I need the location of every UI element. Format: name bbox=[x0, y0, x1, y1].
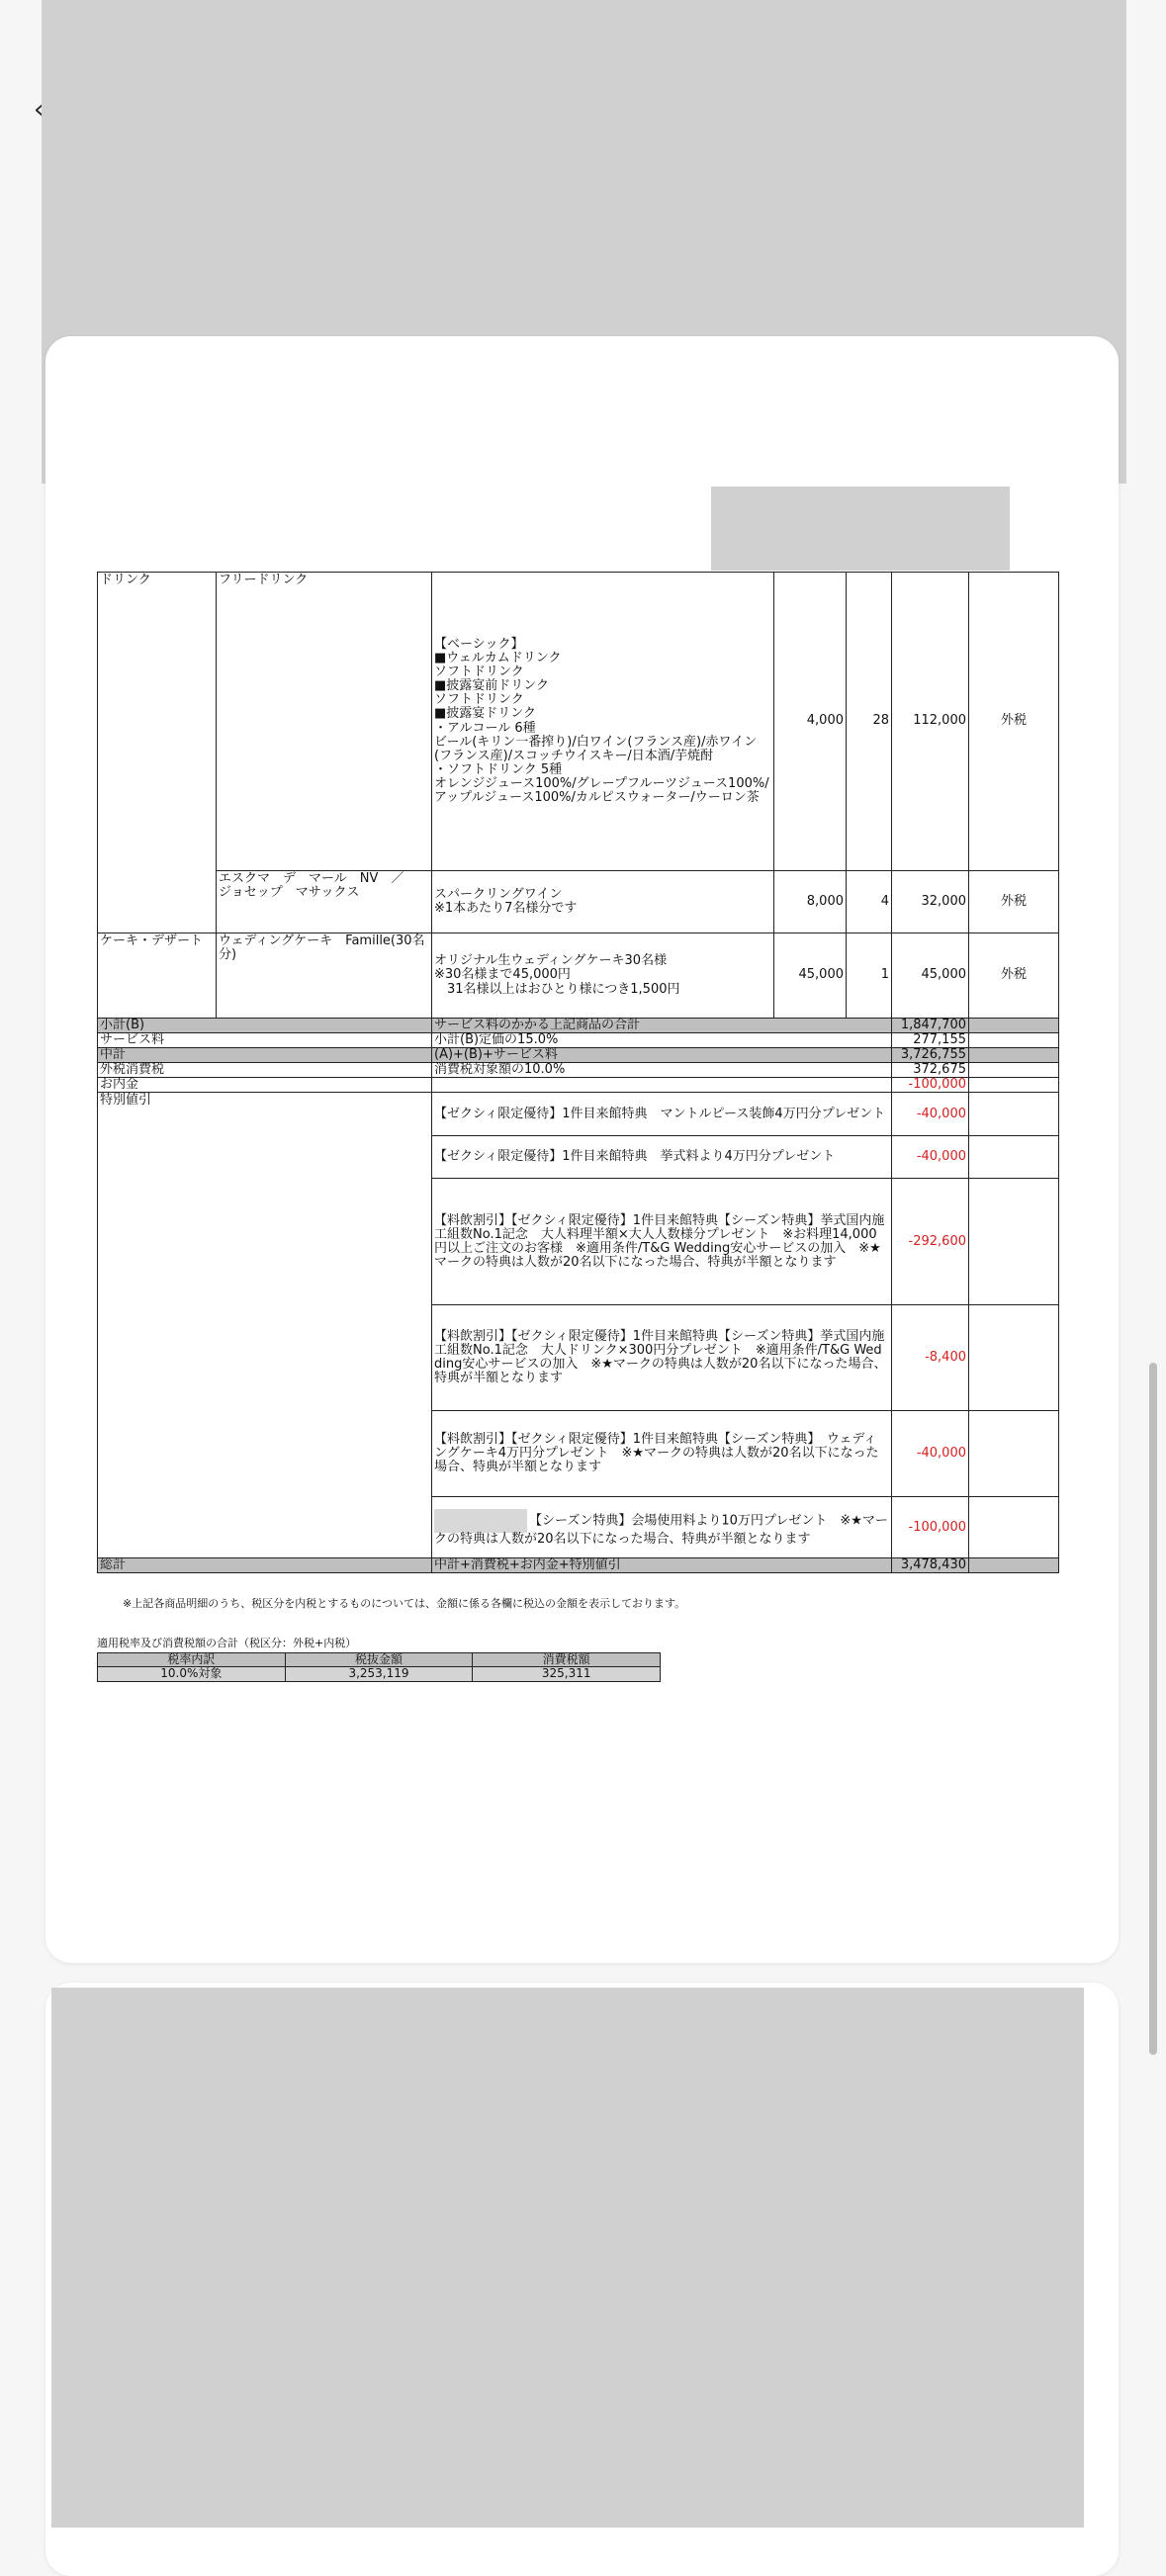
estimate-document bbox=[97, 572, 1058, 1682]
scrollbar[interactable] bbox=[1149, 1363, 1157, 2055]
discount-desc: 【料飲割引】【ゼクシィ限定優待】1件目来館特典【シーズン特典】挙式国内施工組数No.1記念 大人料理半額×大人人数様分プレゼント ※お料理14,000円以上ご注文のお客様 ※適用条件/T&G Wedding安心サービスの加入 ※★マークの特典は人数が20名以下になった場合、特典が半額となります bbox=[432, 1179, 892, 1305]
item-tax-type: 外税 bbox=[969, 871, 1059, 933]
midtotal-row bbox=[98, 1048, 1059, 1063]
tax-summary-table bbox=[97, 1652, 661, 1681]
item-amount: 112,000 bbox=[892, 573, 969, 871]
midtotal-desc: (A)+(B)+サービス料 bbox=[432, 1048, 892, 1063]
midtotal-amount: 3,726,755 bbox=[892, 1048, 969, 1063]
discount-desc: 【ゼクシィ限定優待】1件目来館特典 挙式料より4万円分プレゼント bbox=[432, 1136, 892, 1179]
discount-row bbox=[98, 1093, 1059, 1136]
item-quantity: 1 bbox=[847, 933, 892, 1019]
tax-summary-header bbox=[98, 1653, 661, 1667]
subtotal-b-label: 小計(B) bbox=[98, 1019, 432, 1033]
deposit-amount: -100,000 bbox=[892, 1078, 969, 1093]
redacted-lower-area bbox=[51, 1988, 1084, 2528]
item-description: 【ベーシック】 ■ウェルカムドリンク ソフトドリンク ■披露宴前ドリンク ソフトドリンク ■披露宴ドリンク ・アルコール 6種 ビール(キリン一番搾り)/白ワイン(フランス産)/赤ワイン(フランス産)/スコッチウイスキー/日本酒/芋焼酎 ・ソフトドリンク 5種 オレンジジュース100%/グレープフルーツジュース100%/アップルジュース100%/カルピスウォーター/ウーロン茶 bbox=[432, 573, 774, 871]
item-quantity: 4 bbox=[847, 871, 892, 933]
total-label: 総計 bbox=[98, 1558, 432, 1573]
deposit-desc bbox=[432, 1078, 892, 1093]
outtax-amount: 372,675 bbox=[892, 1063, 969, 1078]
total-desc: 中計+消費税+お内金+特別値引 bbox=[432, 1558, 892, 1573]
item-name: エスクマ デ マール NV ／ ジョセップ マサックス bbox=[217, 871, 432, 933]
item-name: ウェディングケーキ Famille(30名分) bbox=[217, 933, 432, 1019]
tax-header-tax: 消費税額 bbox=[473, 1653, 661, 1667]
midtotal-label: 中計 bbox=[98, 1048, 432, 1063]
outtax-label: 外税消費税 bbox=[98, 1063, 432, 1078]
item-unit-price: 8,000 bbox=[774, 871, 847, 933]
discount-amount: -40,000 bbox=[892, 1136, 969, 1179]
footnote: ※上記各商品明細のうち、税区分を内税とするものについては、金額に係る各欄に税込の金額を表示しております。 bbox=[123, 1597, 686, 1611]
outtax-row bbox=[98, 1063, 1059, 1078]
item-amount: 32,000 bbox=[892, 871, 969, 933]
discount-amount: -40,000 bbox=[892, 1411, 969, 1497]
deposit-label: お内金 bbox=[98, 1078, 432, 1093]
tax-header-rate: 税率内訳 bbox=[98, 1653, 286, 1667]
tax-summary-row bbox=[98, 1667, 661, 1681]
tax-summary-title: 適用税率及び消費税額の合計（税区分：外税+内税） bbox=[97, 1637, 357, 1650]
total-row bbox=[98, 1558, 1059, 1573]
item-unit-price: 45,000 bbox=[774, 933, 847, 1019]
service-amount: 277,155 bbox=[892, 1033, 969, 1048]
tax-rate: 10.0%対象 bbox=[98, 1667, 286, 1681]
item-row bbox=[98, 871, 1059, 933]
subtotal-b-desc: サービス料のかかる上記商品の合計 bbox=[432, 1019, 892, 1033]
deposit-row bbox=[98, 1078, 1059, 1093]
item-row bbox=[98, 573, 1059, 871]
total-amount: 3,478,430 bbox=[892, 1558, 969, 1573]
item-category: ケーキ・デザート bbox=[98, 933, 217, 1019]
item-row bbox=[98, 933, 1059, 1019]
item-category: ドリンク bbox=[98, 573, 217, 933]
service-desc: 小計(B)定価の15.0% bbox=[432, 1033, 892, 1048]
subtotal-b-row bbox=[98, 1019, 1059, 1033]
back-arrow-icon[interactable]: ‹ bbox=[34, 95, 45, 125]
discount-amount: -292,600 bbox=[892, 1179, 969, 1305]
discount-label: 特別値引 bbox=[98, 1093, 432, 1558]
item-name: フリードリンク bbox=[217, 573, 432, 871]
item-description: オリジナル生ウェディングケーキ30名様 ※30名様まで45,000円 31名様以上はおひとり様につき1,500円 bbox=[432, 933, 774, 1019]
discount-amount: -40,000 bbox=[892, 1093, 969, 1136]
item-description: スパークリングワイン ※1本あたり7名様分です bbox=[432, 871, 774, 933]
discount-desc: 【シーズン特典】会場使用料より10万円プレゼント ※★マークの特典は人数が20名以下になった場合、特典が半額となります bbox=[434, 1513, 888, 1547]
discount-desc: 【料飲割引】【ゼクシィ限定優待】1件目来館特典【シーズン特典】 ウェディングケーキ4万円分プレゼント ※★マークの特典は人数が20名以下になった場合、特典が半額となります bbox=[432, 1411, 892, 1497]
item-quantity: 28 bbox=[847, 573, 892, 871]
service-label: サービス料 bbox=[98, 1033, 432, 1048]
tax-amount: 325,311 bbox=[473, 1667, 661, 1681]
discount-desc: 【ゼクシィ限定優待】1件目来館特典 マントルピース装飾4万円分プレゼント bbox=[432, 1093, 892, 1136]
service-row bbox=[98, 1033, 1059, 1048]
redacted-stamp-area bbox=[711, 487, 1010, 571]
outtax-desc: 消費税対象額の10.0% bbox=[432, 1063, 892, 1078]
discount-amount: -100,000 bbox=[892, 1497, 969, 1558]
redacted-text bbox=[434, 1509, 527, 1533]
discount-desc: 【料飲割引】【ゼクシィ限定優待】1件目来館特典【シーズン特典】挙式国内施工組数No.1記念 大人ドリンク×300円分プレゼント ※適用条件/T&G Wedding安心サービスの加入 ※★マークの特典は人数が20名以下になった場合、特典が半額となります bbox=[432, 1305, 892, 1411]
item-tax-type: 外税 bbox=[969, 933, 1059, 1019]
item-unit-price: 4,000 bbox=[774, 573, 847, 871]
estimate-table bbox=[97, 572, 1059, 1573]
tax-header-excl: 税抜金額 bbox=[285, 1653, 473, 1667]
item-tax-type: 外税 bbox=[969, 573, 1059, 871]
discount-amount: -8,400 bbox=[892, 1305, 969, 1411]
subtotal-b-amount: 1,847,700 bbox=[892, 1019, 969, 1033]
item-amount: 45,000 bbox=[892, 933, 969, 1019]
tax-excl-amount: 3,253,119 bbox=[285, 1667, 473, 1681]
